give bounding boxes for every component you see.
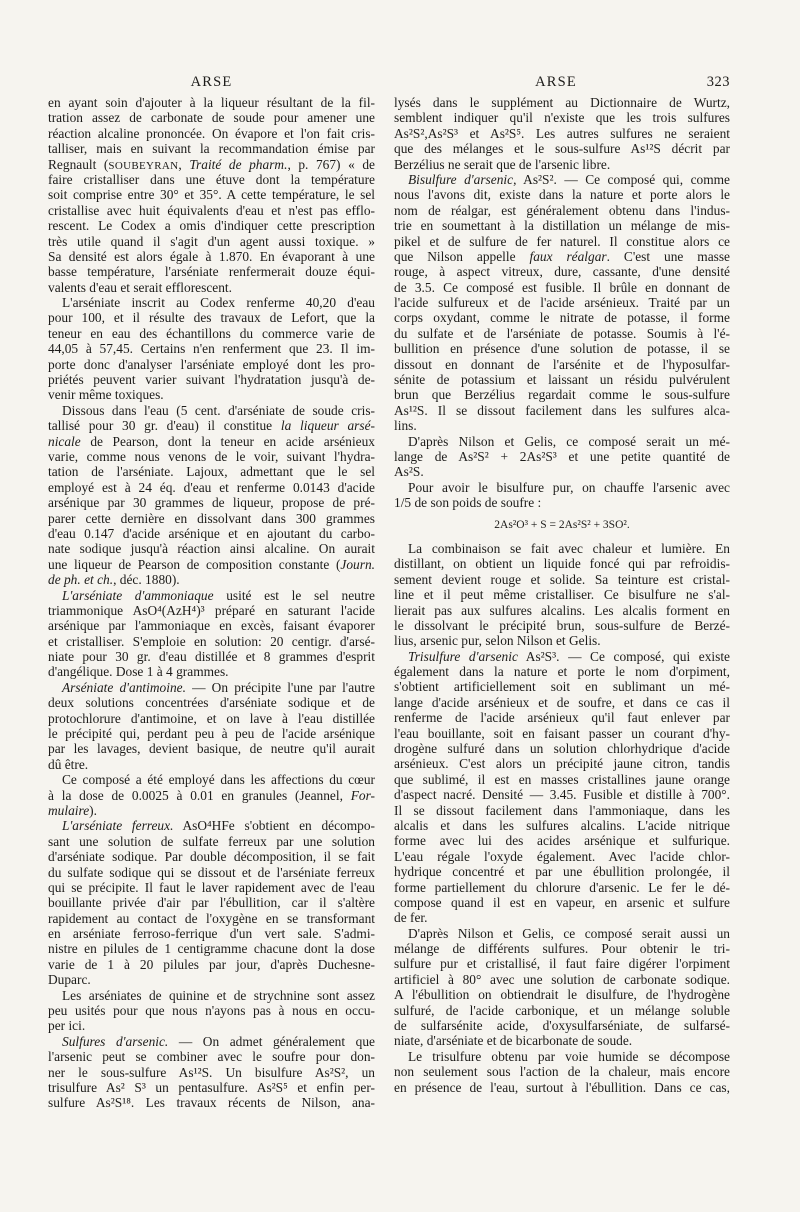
text-line: porte donc d'analyser l'arséniate employé dont les pro- [48,356,375,372]
text-run: usité est le sel neutre [213,587,375,603]
text-line: de fer. [394,910,428,926]
text-line: rouge, à aspect vitreux, dure, cassante, d'une densité [394,264,730,280]
paragraph [394,541,730,649]
text-line: basse température, l'arséniate renfermerait douze équi- [48,264,375,280]
text-line: cristallise avec huit équivalents d'eau et n'est pas efflo- [48,202,375,218]
text-line: lins. [394,418,417,434]
italic-text: faux réalgar [529,248,607,264]
text-run: que Nilson appelle [394,248,530,264]
right-text-column [394,95,730,1095]
text-line: l'eau bouillante, soit en faisant passer un courant d'hy- [394,725,730,741]
text-line: nous l'avons dit, existe dans la nature et porte alors le [394,187,730,203]
paragraph [394,480,730,511]
running-head-left: ARSE [190,74,233,90]
text-line: arsénique par 30 grammes de liqueur, propose de pré- [48,495,375,511]
text-line: trie en soumettant à la distillation un mélange de mis- [394,218,730,234]
italic-text: For- [350,787,375,803]
text-line: triammonique AsO⁴(AzH⁴)³ préparé en saturant l'acide [48,602,375,618]
paragraph [48,1034,375,1111]
text-line: nistre en pilules de 1 centigramme chacune dont la dose [48,941,375,957]
text-line: D'après Nilson et Gelis, ce composé serait aussi un [408,925,730,941]
text-line: sulfure As²S¹⁸. Les travaux récents de Nilson, ana- [48,1095,375,1111]
text-line [48,818,375,833]
text-run: As²S³. — Ce composé, qui existe [517,648,730,664]
text-line: dissout en donnant de l'arsénite et de l'hyposulfar- [394,356,730,372]
text-line: drogène sulfuré dans un solution chlorhydrique d'acide [394,741,730,757]
text-line: tration assez de carbonate de soude pour amener une [48,110,375,126]
text-line: d'angélique. Dose 1 à 4 grammes. [48,664,229,680]
text-line: également dans la nature et porte le nom d'orpiment, [394,664,730,680]
text-line: le précipité qui, perdant peu à peu de l'acide arsénique [48,726,375,742]
text-line: lysés dans le supplément au Dictionnaire de Wurtz, [394,95,730,110]
text-line: de sulfarsénite acide, d'oxysulfarséniate, de sulfarsé- [394,1018,730,1034]
italic-text: Sulfures d'arsenic. [62,1033,169,1049]
text-line: protochlorure d'antimoine, et on lave à l'eau distillée [48,710,375,726]
text-line: forme partiellement du chlorure d'arsenic. Le fer le dé- [394,879,730,895]
italic-text: Trisulfure d'arsenic [408,648,518,664]
text-line: bullition en présence d'une solution de potasse, il se [394,341,730,357]
text-line: Les arséniates de quinine et de strychnine sont assez [62,987,375,1003]
text-line: distillant, on obtient un liquide foncé qui par refroidis- [394,556,730,572]
text-line: Ce composé a été employé dans les affections du cœur [62,772,375,788]
text-line: et cristalliser. S'emploie en solution: 20 centigr. d'arsé- [48,633,375,649]
text-line: valents d'eau et serait efflorescent. [48,279,232,295]
text-line: forme avec lui des acides arsénique et sulfurique. [394,833,730,849]
text-run: de Pearson, dont la teneur en acide arsénieux [80,433,375,449]
text-line: pour 100, et il résulte des travaux de Lefort, que la [48,310,375,326]
paragraph [48,988,375,1034]
text-line: L'eau régale l'oxyde également. Avec l'acide chlor- [394,848,730,864]
text-line: deux solutions concentrées d'arséniate sodique et de [48,695,375,711]
text-line [48,803,375,818]
italic-text: Arséniate d'antimoine. [62,679,186,695]
text-line: L'arséniate inscrit au Codex renferme 40,20 d'eau [62,295,375,311]
paragraph [48,680,375,772]
text-line: 44,05 à 57,45. Certains n'en renferment que 23. Il im- [48,341,375,357]
text-line: bouillante privée d'air par l'ébullition, car il s'altère [48,895,375,911]
text-line: Le trisulfure obtenu par voie humide se décompose [408,1048,730,1064]
text-run: ). [89,802,97,818]
text-line: que sublimé, il est en masses cristallines jaune orange [394,771,730,787]
text-line: varie, comme nous venons de le voir, suivant l'hydra- [48,448,375,464]
text-line: d'eau 0.147 d'acide arsénique et en ajoutant du carbo- [48,525,375,541]
text-run: , [178,156,190,172]
text-line: réaction alcaline prononcée. On évapore et l'on fait cris- [48,125,375,141]
text-line: rescent. Le Codex a omis d'indiquer cette prescription [48,218,375,234]
text-line [48,588,375,603]
small-caps-author: SOUBEYRAN [108,159,179,172]
text-run: — On admet généralement que [168,1033,375,1049]
italic-text: Traité de pharm. [189,156,288,172]
text-line: artificiel à 80° avec une solution de carbonate sodique. [394,971,730,987]
italic-text: Journ. [340,556,375,572]
text-line: du sulfate sodique qui se dissout et de l'arséniate ferreux [48,864,375,880]
text-line: le dissolvant le précipité brun, sous-sulfure de Berzé- [394,617,730,633]
paragraph [394,1049,730,1095]
text-line: renferme de l'acide arsénieux qu'il faut enlever par [394,710,730,726]
text-line: venir même toxiques. [48,387,164,403]
text-line: 1/5 de son poids de soufre : [394,495,542,511]
text-line: corps oxydant, comme le nitrate de potasse, il forme [394,310,730,326]
text-line: tation de l'arséniate. Lajoux, admettant que le sel [48,464,375,480]
text-run: une liqueur de Pearson de composition constante ( [48,556,341,572]
text-line: parer cette dernière en dissolvant dans 300 grammes [48,510,375,526]
text-line [48,157,375,172]
text-line: du sulfate et de l'arséniate de potasse. Soumis à l'é- [394,325,730,341]
italic-text: de ph. et ch. [48,572,114,588]
paragraph [48,818,375,987]
text-line: As²S²,As²S³ et As²S⁵. Les autres sulfures ne seraient [394,125,730,141]
text-line: Pour avoir le bisulfure pur, on chauffe l'arsenic avec [408,479,730,495]
text-line: l'arsenic peut se combiner avec le soufre pour don- [48,1049,375,1065]
italic-text: la liqueur arsé- [280,418,375,434]
text-line: en arséniate ferroso-ferrique d'un vert sale. S'admi- [48,926,375,942]
text-line: A l'ébullition on obtiendrait le disulfure, de l'hydrogène [394,987,730,1003]
text-run: , déc. 1880). [113,572,180,588]
italic-text: mulaire [48,802,90,818]
text-line: sant une solution de sulfate ferreux par une solution [48,833,375,849]
running-head-right: ARSE [535,74,577,90]
text-line: s'obtient artificiellement soit en sublimant un mé- [394,679,730,695]
text-line: non seulement sous l'action de la chaleur, mais encore [394,1064,730,1080]
text-line [48,1034,375,1049]
italic-text: nicale [48,433,81,449]
text-line: hydrique concentré et par une ébullition prolongée, il [394,864,730,880]
text-line: peu usités pour que nous n'ayons pas à nous en occu- [48,1003,375,1019]
text-line: l'acide sulfureux et de l'acide arsénieux. Traité par un [394,295,730,311]
text-line: très utile quand il s'agit d'un agent aussi toxique. » [48,233,375,249]
text-line: sulfuré, de l'acide carbonique, et un mélange soluble [394,1002,730,1018]
text-line: lange d'acide arsénieux et de soufre, et dans ce cas il [394,694,730,710]
text-run: tallisé pour 30 gr. d'eau) il constitue [48,418,281,434]
paragraph [48,588,375,680]
text-line: varie de 1 à 20 pilules par jour, d'après Duchesne- [48,956,375,972]
text-line: en présence de l'eau, surtout à l'ébullition. Dans ce cas, [394,1079,730,1095]
text-line: niate pour 30 gr. d'eau distillée et 8 grammes d'esprit [48,649,375,665]
text-line: line et il peut même cristalliser. Ce bisulfure ne s'al- [394,587,730,603]
text-line: sénite de potassium et laissant un résidu pulvérulent [394,372,730,388]
paragraph [394,172,730,434]
text-line: en ayant soin d'ajouter à la liqueur résultant de la fil- [48,95,375,110]
paragraph [394,926,730,1049]
text-line: sement devient rouge et solide. Sa teinture est cristal- [394,571,730,587]
text-line: mélange de différents sulfures. Pour obtenir le tri- [394,941,730,957]
text-line: D'après Nilson et Gelis, ce composé serait un mé- [408,433,730,449]
text-line: lius, arsenic pur, selon Nilson et Gelis. [394,633,601,649]
text-line: soit comprise entre 30° et 35°. A cette température, le sel [48,187,375,203]
text-run: à la dose de 0.0025 à 0.01 en granules (Jeannel, [48,787,351,803]
left-text-column [48,95,375,1111]
text-line: rapidement au contact de l'oxygène en se transformant [48,910,375,926]
text-line [48,418,375,433]
text-line: As¹²S. Il se dissout facilement dans les sulfures alca- [394,402,730,418]
italic-text: Bisulfure d'arsenic [408,171,514,187]
text-run: AsO⁴HFe s'obtient en décompo- [173,818,375,834]
text-line: nate sodique jusqu'à réaction ainsi alcaline. On aurait [48,541,375,557]
text-line: brun que Berzélius regardait comme le sous-sulfure [394,387,730,403]
text-line: nom de réalgar, est généralement obtenu dans l'indus- [394,202,730,218]
paragraph [48,295,375,403]
text-line: semblent indiquer qu'il n'existe que les trois sulfures [394,110,730,126]
text-line: niate, d'arséniate et de bicarbonate de soude. [394,1033,633,1049]
text-line: priétés peuvent varier suivant l'hydratation jusqu'à de- [48,372,375,388]
text-run: Regnault ( [48,156,109,172]
text-line [394,172,730,187]
text-line: faire cristalliser dans une étuve dont la température [48,171,375,187]
page-number: 323 [706,74,730,90]
text-line: d'aspect nacré. Densité — 3.45. Fusible et distille à 700°. [394,787,730,803]
text-line: 2As²O³ + S = 2As²S² + 3SO². [494,518,630,531]
chemical-equation [394,518,730,533]
italic-text: L'arséniate d'ammoniaque [62,587,214,603]
text-line: As²S. [394,464,424,480]
text-line [48,680,375,695]
text-run: , As²S². — Ce composé qui, comme [513,171,730,187]
text-line [48,788,375,803]
text-line: que des mélanges et le sous-sulfure As¹²S décrit par [394,141,730,157]
text-run: , p. 767) « de [287,156,375,172]
text-line: qui se précipite. Il faut le laver rapidement avec de l'eau [48,879,375,895]
italic-text: L'arséniate ferreux. [62,818,174,834]
text-line: trisulfure As² S³ un pentasulfure. As²S⁵ et enfin per- [48,1080,375,1095]
text-line: Berzélius ne serait que de l'arsenic libre. [394,156,611,172]
text-line: ner le sous-sulfure As¹²S. Un bisulfure As²S², un [48,1064,375,1080]
text-run: — On précipite l'une par l'autre [185,679,375,695]
text-line: La combinaison se fait avec chaleur et lumière. En [408,540,730,556]
text-line: d'arséniate sodique. Par double décomposition, il se fait [48,849,375,865]
text-line [394,249,730,264]
text-line: alcalis et dans les sulfures alcalins. L'acide nitrique [394,817,730,833]
text-line: de 3.5. Ce composé est fusible. Il brûle en donnant de [394,279,730,295]
paragraph [394,434,730,480]
text-line: employé est à 24 éq. d'eau et renferme 0.0143 d'acide [48,479,375,495]
text-line: Dissous dans l'eau (5 cent. d'arséniate de soude cris- [62,402,375,418]
text-line: arsénieux. C'est alors un précipité jaune citron, tandis [394,756,730,772]
text-line: Duparc. [48,972,91,988]
text-line: lange de As²S² + 2As²S³ et une petite quantité de [394,448,730,464]
text-line [394,649,730,664]
paragraph [394,95,730,172]
text-line [48,434,375,449]
paragraph [48,403,375,588]
text-line [48,572,375,587]
paragraph [48,95,375,295]
paragraph [394,649,730,926]
text-line: teneur en eau des échantillons du commerce varie de [48,325,375,341]
text-line: par les lavages, devient basique, de neutre qu'il aurait [48,741,375,757]
paragraph [48,772,375,818]
text-run: . C'est une masse [606,248,730,264]
text-line: sulfure pur et cristallisé, il faut faire digérer l'orpiment [394,956,730,972]
text-line [48,557,375,572]
text-line: arsénique par l'ammoniaque en excès, faisant évaporer [48,618,375,634]
text-line: Il se dissout facilement dans l'ammoniaque, dans les [394,802,730,818]
text-line: pikel et de sulfure de fer naturel. Il constitue alors ce [394,233,730,249]
text-line: lierait pas aux sulfures alcalins. Les alcalis forment en [394,602,730,618]
text-line: per ici. [48,1018,86,1034]
text-line: Sa densité est alors égale à 1.870. En évaporant à une [48,248,375,264]
text-line: dû être. [48,756,89,772]
text-line: talliser, mais en suivant la recommandation émise par [48,141,375,157]
text-line: compose quand il est en vapeur, en arsenic et sulfure [394,894,730,910]
